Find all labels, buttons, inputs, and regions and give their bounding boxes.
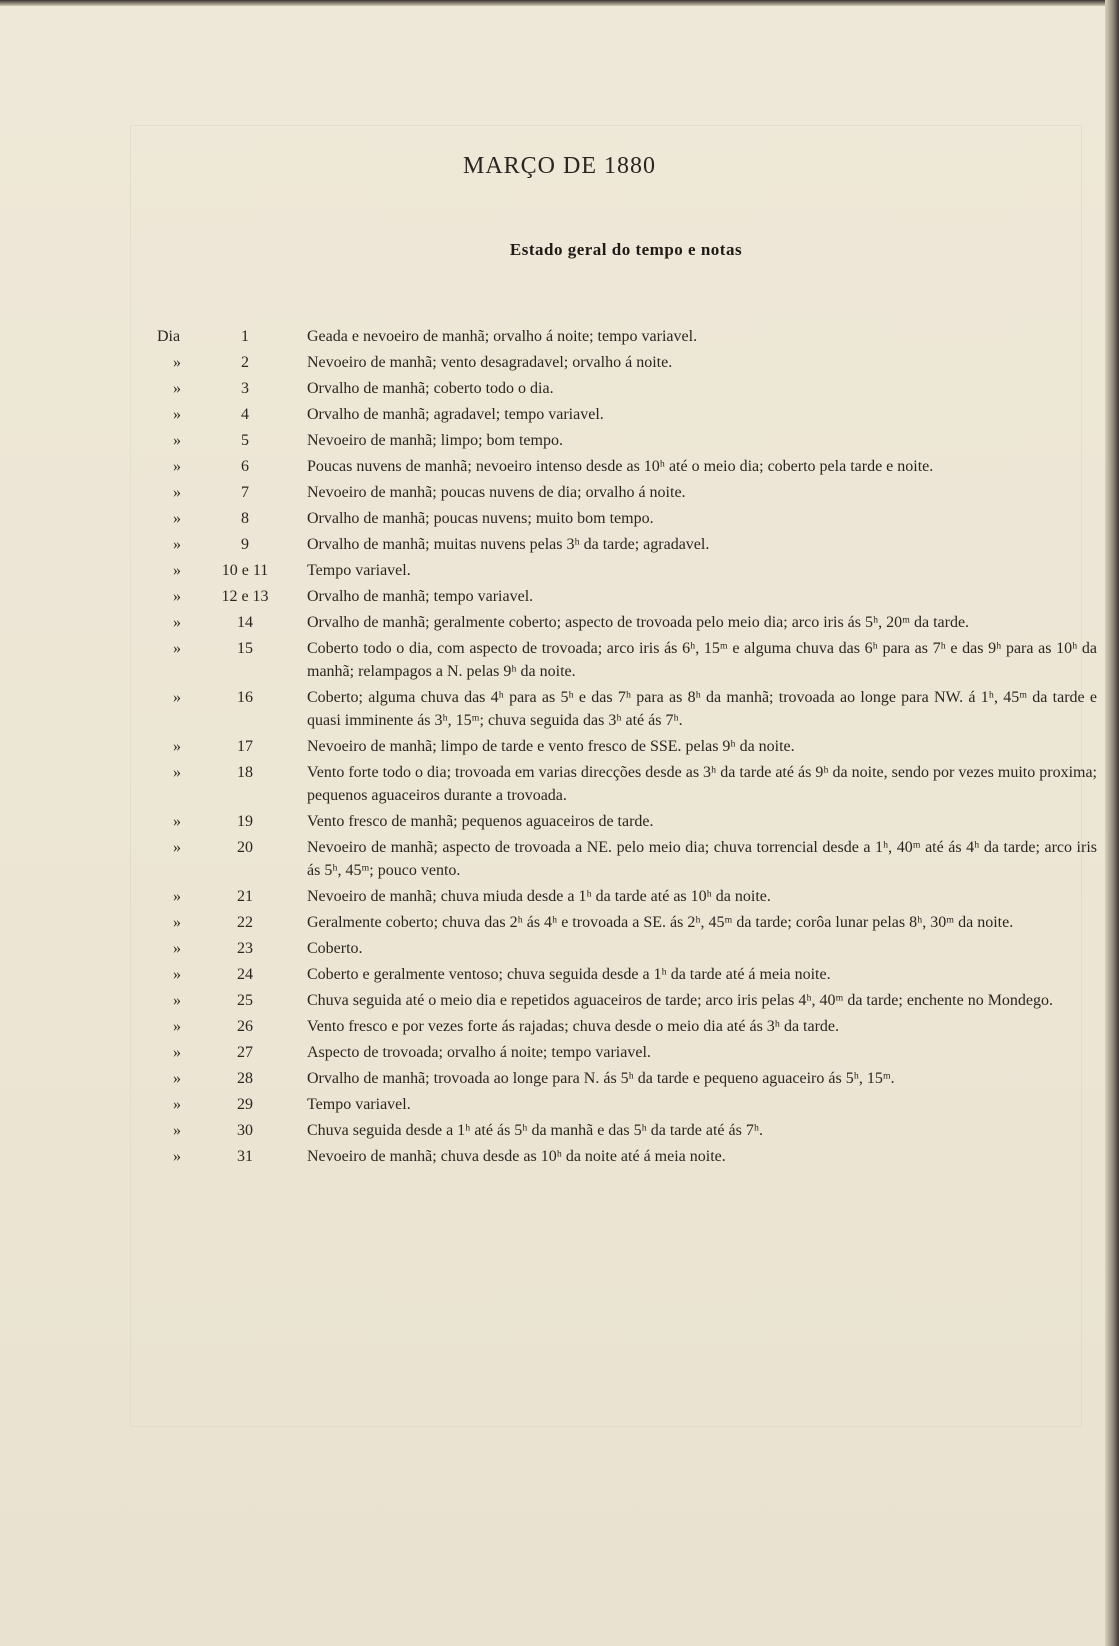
ditto-mark: »	[173, 614, 181, 631]
day-note: Tempo variavel.	[307, 562, 411, 579]
ditto-mark: »	[173, 764, 181, 781]
day-entry	[0, 429, 1105, 452]
ditto-mark: »	[173, 640, 181, 657]
day-entry	[0, 761, 1105, 807]
day-number: 16	[237, 689, 253, 706]
day-note: Orvalho de manhã; agradavel; tempo variavel.	[307, 406, 604, 423]
day-label: Dia	[157, 328, 181, 345]
day-number: 28	[237, 1070, 253, 1087]
day-number: 5	[241, 432, 249, 449]
ditto-mark: »	[173, 588, 181, 605]
day-entry	[0, 735, 1105, 758]
day-entry	[0, 1093, 1105, 1116]
day-entry	[0, 1015, 1105, 1038]
ditto-mark: »	[173, 888, 181, 905]
day-note: Nevoeiro de manhã; limpo; bom tempo.	[307, 432, 563, 449]
day-note: Nevoeiro de manhã; aspecto de trovoada a NE. pelo meio dia; chuva torrencial desde a 1ʰ, 40ᵐ até ás 4ʰ da tarde; arco iris ás 5ʰ, 45ᵐ; pouco vento.	[307, 839, 1097, 879]
day-entry	[0, 351, 1105, 374]
day-note: Coberto.	[307, 940, 363, 957]
day-number: 10 e 11	[221, 562, 269, 579]
day-note: Poucas nuvens de manhã; nevoeiro intenso desde as 10ʰ até o meio dia; coberto pela tarde e noite.	[307, 458, 934, 475]
day-note: Geralmente coberto; chuva das 2ʰ ás 4ʰ e trovoada a SE. ás 2ʰ, 45ᵐ da tarde; corôa lunar pelas 8ʰ, 30ᵐ da noite.	[307, 914, 1014, 931]
ditto-mark: »	[173, 940, 181, 957]
day-note: Orvalho de manhã; trovoada ao longe para N. ás 5ʰ da tarde e pequeno aguaceiro ás 5ʰ, 15ᵐ.	[307, 1070, 895, 1087]
ditto-mark: »	[173, 992, 181, 1009]
ditto-mark: »	[173, 406, 181, 423]
day-note: Nevoeiro de manhã; chuva miuda desde a 1ʰ da tarde até as 10ʰ da noite.	[307, 888, 771, 905]
ditto-mark: »	[173, 354, 181, 371]
day-number: 9	[241, 536, 249, 553]
day-note: Nevoeiro de manhã; vento desagradavel; orvalho á noite.	[307, 354, 673, 371]
day-note: Nevoeiro de manhã; poucas nuvens de dia; orvalho á noite.	[307, 484, 686, 501]
day-entry	[0, 836, 1105, 882]
day-number: 17	[237, 738, 253, 755]
ditto-mark: »	[173, 432, 181, 449]
day-entry	[0, 810, 1105, 833]
day-entry	[0, 377, 1105, 400]
ditto-mark: »	[173, 914, 181, 931]
ditto-mark: »	[173, 458, 181, 475]
day-entry	[0, 885, 1105, 908]
day-note: Vento fresco e por vezes forte ás rajadas; chuva desde o meio dia até ás 3ʰ da tarde.	[307, 1018, 840, 1035]
day-number: 25	[237, 992, 253, 1009]
day-number: 15	[237, 640, 253, 657]
day-note: Tempo variavel.	[307, 1096, 411, 1113]
ditto-mark: »	[173, 1096, 181, 1113]
day-entry	[0, 585, 1105, 608]
day-number: 18	[237, 764, 253, 781]
day-number: 7	[241, 484, 249, 501]
day-note: Orvalho de manhã; coberto todo o dia.	[307, 380, 554, 397]
ditto-mark: »	[173, 1122, 181, 1139]
day-entry	[0, 507, 1105, 530]
day-entry	[0, 325, 1105, 348]
day-entry	[0, 937, 1105, 960]
day-entry	[0, 989, 1105, 1012]
ditto-mark: »	[173, 1018, 181, 1035]
day-note: Nevoeiro de manhã; chuva desde as 10ʰ da noite até á meia noite.	[307, 1148, 726, 1165]
day-number: 31	[237, 1148, 253, 1165]
day-number: 24	[237, 966, 253, 983]
day-number: 19	[237, 813, 253, 830]
day-number: 22	[237, 914, 253, 931]
ditto-mark: »	[173, 1070, 181, 1087]
day-entry	[0, 481, 1105, 504]
weather-notes-list	[0, 325, 1105, 1171]
day-note: Vento fresco de manhã; pequenos aguaceiros de tarde.	[307, 813, 654, 830]
day-entry	[0, 611, 1105, 634]
ditto-mark: »	[173, 839, 181, 856]
day-number: 8	[241, 510, 249, 527]
day-number: 1	[241, 328, 249, 345]
ditto-mark: »	[173, 484, 181, 501]
day-number: 29	[237, 1096, 253, 1113]
day-note: Chuva seguida até o meio dia e repetidos aguaceiros de tarde; arco iris pelas 4ʰ, 40ᵐ da tarde; enchente no Mondego.	[307, 992, 1054, 1009]
day-number: 26	[237, 1018, 253, 1035]
day-note: Geada e nevoeiro de manhã; orvalho á noite; tempo variavel.	[307, 328, 698, 345]
day-note: Vento forte todo o dia; trovoada em varias direcções desde as 3ʰ da tarde até ás 9ʰ da noite, sendo por vezes muito proxima; pequenos aguaceiros durante a trovoada.	[307, 764, 1097, 804]
day-entry	[0, 637, 1105, 683]
day-entry	[0, 559, 1105, 582]
day-note: Orvalho de manhã; tempo variavel.	[307, 588, 534, 605]
page-title: MARÇO DE 1880	[462, 153, 656, 179]
ditto-mark: »	[173, 738, 181, 755]
ditto-mark: »	[173, 1148, 181, 1165]
day-note: Orvalho de manhã; geralmente coberto; aspecto de trovoada pelo meio dia; arco iris ás 5ʰ, 20ᵐ da tarde.	[307, 614, 970, 631]
day-entry	[0, 1041, 1105, 1064]
day-number: 27	[237, 1044, 253, 1061]
day-number: 20	[237, 839, 253, 856]
day-number: 21	[237, 888, 253, 905]
ditto-mark: »	[173, 380, 181, 397]
page-top-edge	[0, 0, 1119, 6]
ditto-mark: »	[173, 813, 181, 830]
day-note: Chuva seguida desde a 1ʰ até ás 5ʰ da manhã e das 5ʰ da tarde até ás 7ʰ.	[307, 1122, 763, 1139]
day-entry	[0, 963, 1105, 986]
section-subtitle: Estado geral do tempo e notas	[509, 240, 743, 259]
day-note: Orvalho de manhã; poucas nuvens; muito bom tempo.	[307, 510, 654, 527]
day-number: 2	[241, 354, 249, 371]
day-note: Coberto todo o dia, com aspecto de trovoada; arco iris ás 6ʰ, 15ᵐ e alguma chuva das 6ʰ para as 7ʰ e das 9ʰ para as 10ʰ da manhã; relampagos a N. pelas 9ʰ da noite.	[307, 640, 1097, 680]
day-entry	[0, 533, 1105, 556]
day-number: 6	[241, 458, 249, 475]
day-entry	[0, 911, 1105, 934]
day-number: 14	[237, 614, 253, 631]
day-entry	[0, 455, 1105, 478]
day-number: 12 e 13	[221, 588, 269, 605]
day-note: Aspecto de trovoada; orvalho á noite; tempo variavel.	[307, 1044, 651, 1061]
day-number: 30	[237, 1122, 253, 1139]
day-note: Coberto e geralmente ventoso; chuva seguida desde a 1ʰ da tarde até á meia noite.	[307, 966, 831, 983]
day-number: 3	[241, 380, 249, 397]
day-note: Coberto; alguma chuva das 4ʰ para as 5ʰ e das 7ʰ para as 8ʰ da manhã; trovoada ao longe para NW. á 1ʰ, 45ᵐ da tarde e quasi imminente ás 3ʰ, 15ᵐ; chuva seguida das 3ʰ até ás 7ʰ.	[307, 689, 1097, 729]
ditto-mark: »	[173, 562, 181, 579]
day-entry	[0, 686, 1105, 732]
day-note: Nevoeiro de manhã; limpo de tarde e vento fresco de SSE. pelas 9ʰ da noite.	[307, 738, 795, 755]
ditto-mark: »	[173, 966, 181, 983]
day-number: 4	[241, 406, 249, 423]
day-note: Orvalho de manhã; muitas nuvens pelas 3ʰ da tarde; agradavel.	[307, 536, 710, 553]
ditto-mark: »	[173, 1044, 181, 1061]
ditto-mark: »	[173, 689, 181, 706]
ditto-mark: »	[173, 536, 181, 553]
day-entry	[0, 1119, 1105, 1142]
day-number: 23	[237, 940, 253, 957]
ditto-mark: »	[173, 510, 181, 527]
day-entry	[0, 403, 1105, 426]
day-entry	[0, 1145, 1105, 1168]
day-entry	[0, 1067, 1105, 1090]
